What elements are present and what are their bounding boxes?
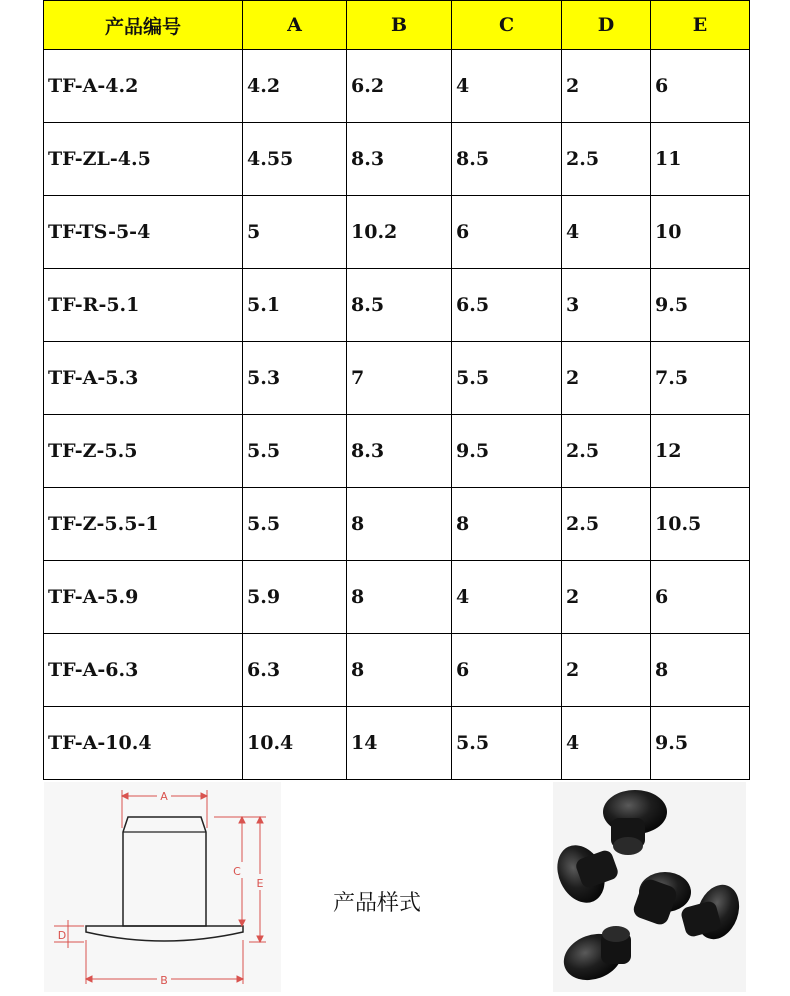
- column-header: C: [452, 1, 562, 50]
- product-code-cell: TF-Z-5.5-1: [44, 488, 243, 561]
- table-row: [44, 634, 750, 707]
- label-e: E: [256, 877, 264, 890]
- product-code-cell: TF-TS-5-4: [44, 196, 243, 269]
- product-code-cell: TF-A-10.4: [44, 707, 243, 780]
- product-code-cell: TF-Z-5.5: [44, 415, 243, 488]
- table-row: [44, 196, 750, 269]
- head-outline: [86, 926, 243, 941]
- dimension-cell: 2.5: [562, 488, 651, 561]
- table-row: [44, 50, 750, 123]
- dimension-cell: 2.5: [562, 415, 651, 488]
- dimension-cell: 8.5: [347, 269, 452, 342]
- column-header: B: [347, 1, 452, 50]
- product-style-section: [0, 778, 790, 992]
- dimension-cell: 14: [347, 707, 452, 780]
- dimension-cell: 5.5: [243, 488, 347, 561]
- dimension-cell: 2: [562, 50, 651, 123]
- dimension-cell: 6.3: [243, 634, 347, 707]
- dimension-cell: 7: [347, 342, 452, 415]
- stem-outline: [123, 817, 206, 926]
- product-code-cell: TF-R-5.1: [44, 269, 243, 342]
- dimension-cell: 6: [651, 561, 750, 634]
- table-row: [44, 269, 750, 342]
- dimension-cell: 4.2: [243, 50, 347, 123]
- dimension-cell: 10.5: [651, 488, 750, 561]
- dimension-cell: 4: [562, 707, 651, 780]
- dimension-cell: 4: [452, 561, 562, 634]
- dimension-cell: 8: [651, 634, 750, 707]
- table-row: [44, 123, 750, 196]
- dimension-cell: 2.5: [562, 123, 651, 196]
- dimension-cell: 8.3: [347, 415, 452, 488]
- dimension-cell: 5.1: [243, 269, 347, 342]
- product-code-cell: TF-A-4.2: [44, 50, 243, 123]
- dimension-cell: 8.5: [452, 123, 562, 196]
- dimension-cell: 5.3: [243, 342, 347, 415]
- product-code-cell: TF-A-5.3: [44, 342, 243, 415]
- dimension-cell: 6.2: [347, 50, 452, 123]
- dimension-drawing: [44, 782, 281, 992]
- dimension-cell: 7.5: [651, 342, 750, 415]
- dimension-cell: 5.9: [243, 561, 347, 634]
- dimension-cell: 8.3: [347, 123, 452, 196]
- dimension-cell: 10.2: [347, 196, 452, 269]
- product-code-cell: TF-A-5.9: [44, 561, 243, 634]
- label-a: A: [160, 790, 168, 803]
- dimension-diagram: [44, 782, 281, 992]
- dimension-cell: 5.5: [452, 342, 562, 415]
- product-code-cell: TF-ZL-4.5: [44, 123, 243, 196]
- label-c: C: [233, 865, 241, 878]
- dimension-cell: 8: [347, 561, 452, 634]
- table-row: [44, 342, 750, 415]
- column-header: E: [651, 1, 750, 50]
- grommet-5: [557, 926, 631, 988]
- dimension-cell: 2: [562, 342, 651, 415]
- table-row: [44, 561, 750, 634]
- column-header: D: [562, 1, 651, 50]
- dimension-cell: 10.4: [243, 707, 347, 780]
- dimension-cell: 4: [562, 196, 651, 269]
- table-row: [44, 488, 750, 561]
- dimension-cell: 2: [562, 561, 651, 634]
- dimension-cell: 3: [562, 269, 651, 342]
- table-row: [44, 707, 750, 780]
- grommet-2: [553, 838, 620, 911]
- dimension-cell: 9.5: [651, 707, 750, 780]
- label-b: B: [160, 974, 168, 987]
- product-style-caption: 产品样式: [333, 891, 422, 916]
- dimension-cell: 8: [347, 634, 452, 707]
- dimension-cell: 8: [347, 488, 452, 561]
- column-header: 产品编号: [44, 1, 243, 50]
- product-code-cell: TF-A-6.3: [44, 634, 243, 707]
- dimension-cell: 12: [651, 415, 750, 488]
- dimension-cell: 2: [562, 634, 651, 707]
- dimension-cell: 8: [452, 488, 562, 561]
- dimension-cell: 5.5: [452, 707, 562, 780]
- product-photo: [553, 782, 746, 992]
- dimension-cell: 6: [651, 50, 750, 123]
- table-row: [44, 415, 750, 488]
- header-row: [44, 1, 750, 50]
- dimension-cell: 9.5: [651, 269, 750, 342]
- dimension-cell: 4.55: [243, 123, 347, 196]
- column-header: A: [243, 1, 347, 50]
- dimension-cell: 6.5: [452, 269, 562, 342]
- grommet-3: [631, 872, 691, 927]
- dimension-cell: 9.5: [452, 415, 562, 488]
- table-body: [44, 50, 750, 780]
- dimension-cell: 6: [452, 634, 562, 707]
- dimension-cell: 6: [452, 196, 562, 269]
- product-photo-drawing: [553, 782, 746, 992]
- dimension-cell: 11: [651, 123, 750, 196]
- grommet-1: [603, 790, 667, 855]
- dimension-cell: 5: [243, 196, 347, 269]
- dimension-cell: 4: [452, 50, 562, 123]
- spec-table: [43, 0, 750, 780]
- dimension-cell: 10: [651, 196, 750, 269]
- label-d: D: [57, 929, 67, 942]
- dimension-cell: 5.5: [243, 415, 347, 488]
